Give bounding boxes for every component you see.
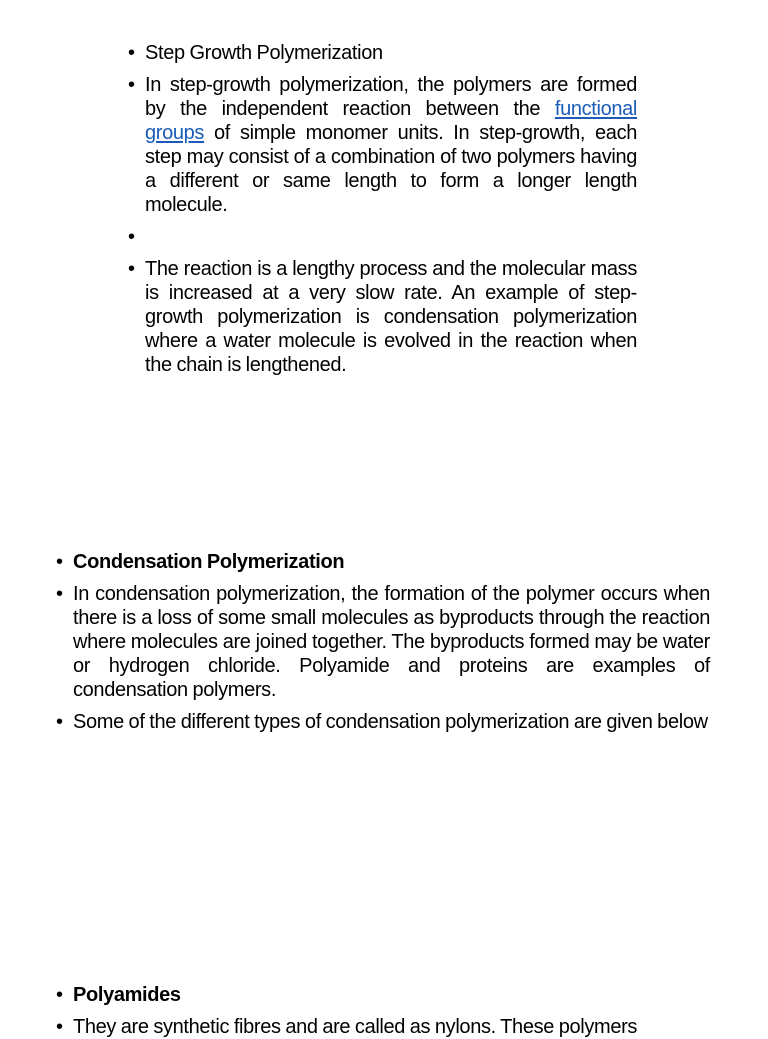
- bullet-icon: •: [128, 226, 136, 248]
- polyamides-title: Polyamides: [73, 984, 181, 1006]
- condensation-title: Condensation Polymerization: [73, 551, 345, 573]
- functional-groups-link[interactable]: functional groups: [145, 98, 637, 144]
- polyamides-paragraph-1: They are synthetic fibres and are called as nylons. These polymers: [73, 1016, 638, 1038]
- step-growth-section: [128, 41, 637, 377]
- step-growth-paragraph-3: The reaction is a lengthy process and the molecular mass is increased at a very slow rate. An example of step-growth polymerization is condensation polymerization where a water molecule is evolved in the reaction when the chain is lengthened.: [145, 258, 637, 376]
- step-growth-paragraph-1: [145, 73, 637, 217]
- bullet-icon: •: [128, 74, 136, 96]
- paragraph-text: In step-growth polymerization, the polymers are formed by the independent reaction between the: [145, 74, 637, 120]
- condensation-paragraph-1: In condensation polymerization, the formation of the polymer occurs when there is a loss of some small molecules as byproducts through the reaction where molecules are joined together. The byproducts formed may be water or hydrogen chloride. Polyamide and proteins are examples of condensation polymers.: [73, 583, 710, 701]
- list-item: [56, 1015, 710, 1039]
- condensation-paragraph-2: Some of the different types of condensation polymerization are given below: [73, 711, 708, 733]
- bullet-icon: •: [56, 583, 64, 605]
- list-item: [128, 257, 637, 377]
- bullet-icon: •: [56, 711, 64, 733]
- bullet-icon: •: [56, 984, 64, 1006]
- bullet-icon: •: [56, 1016, 64, 1038]
- step-growth-title: Step Growth Polymerization: [145, 42, 383, 64]
- bullet-icon: •: [128, 258, 136, 280]
- polyamides-section: [56, 983, 710, 1038]
- list-item: [128, 73, 637, 217]
- list-item: [56, 582, 710, 702]
- paragraph-text: of simple monomer units. In step-growth, each step may consist of a combination of two polymers having a different or same length to form a longer length molecule.: [145, 122, 637, 216]
- list-item: [56, 710, 710, 734]
- bullet-icon: •: [56, 551, 64, 573]
- bullet-icon: •: [128, 42, 136, 64]
- condensation-section: [56, 550, 710, 734]
- list-item: [128, 225, 637, 249]
- list-item: [56, 983, 710, 1007]
- list-item: [56, 550, 710, 574]
- list-item: [128, 41, 637, 65]
